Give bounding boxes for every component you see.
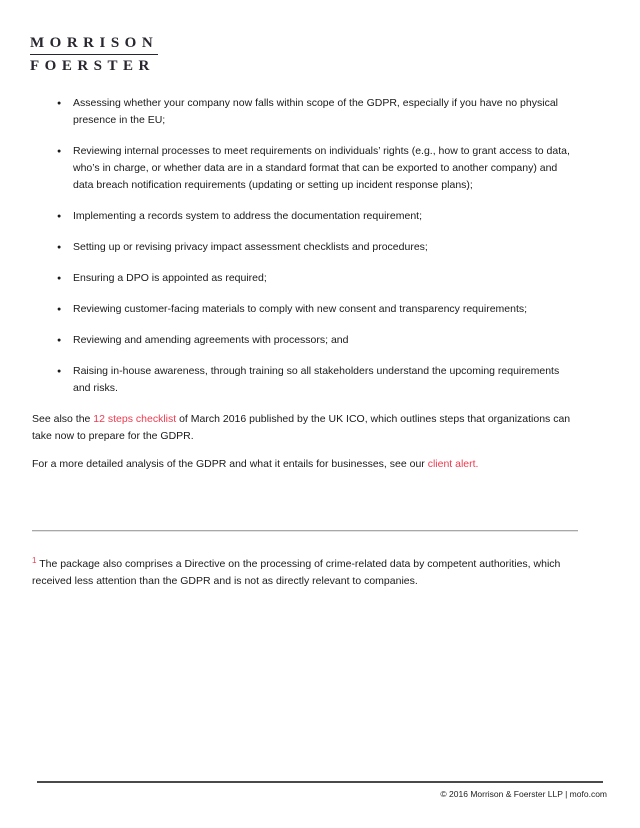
logo [30, 35, 158, 74]
footnote-separator-rule [32, 530, 578, 532]
bullet-text: Reviewing and amending agreements with processors; and [73, 334, 349, 346]
bullet-text: Reviewing internal processes to meet requirements on individuals’ rights (e.g., how to grant access to data, who’s in charge, or whether data are in a standard format that can be exported to another company) and data breach notification requirements (updating or setting up incident response plans); [73, 145, 570, 191]
bullet-text: Reviewing customer-facing materials to comply with new consent and transparency requirements; [73, 303, 528, 315]
list-item [57, 363, 570, 397]
list-item [57, 239, 570, 256]
bullet-icon: ● [57, 148, 62, 155]
paragraph-ico-checklist [32, 411, 577, 445]
footnote [32, 556, 585, 590]
paragraph-client-alert [32, 456, 577, 473]
footnote-text: The package also comprises a Directive on the processing of crime-related data by competent authorities, which received less attention than the GDPR and is not as directly relevant to companies. [32, 558, 561, 587]
list-item [57, 301, 570, 318]
list-item [57, 143, 570, 194]
bullet-icon: ● [57, 213, 62, 220]
logo-morrison: MORRISON [30, 35, 158, 55]
bullet-icon: ● [57, 368, 62, 375]
bullet-list [57, 95, 570, 411]
footer-rule [37, 781, 603, 783]
paragraph-text: For a more detailed analysis of the GDPR and what it entails for businesses, see our [32, 458, 428, 470]
bullet-icon: ● [57, 100, 62, 107]
bullet-text: Implementing a records system to address the documentation requirement; [73, 210, 423, 222]
bullet-icon: ● [57, 306, 62, 313]
bullet-icon: ● [57, 337, 62, 344]
bullet-icon: ● [57, 244, 62, 251]
logo-foerster: FOERSTER [30, 58, 155, 74]
paragraph-text: See also the [32, 413, 94, 425]
footer-copyright: © 2016 Morrison & Foerster LLP | mofo.com [440, 789, 607, 799]
list-item [57, 270, 570, 287]
bullet-text: Ensuring a DPO is appointed as required; [73, 272, 267, 284]
list-item [57, 208, 570, 225]
link-client-alert[interactable]: client alert. [427, 458, 479, 470]
bullet-icon: ● [57, 275, 62, 282]
footnote-marker: 1 [32, 556, 37, 565]
bullet-text: Raising in-house awareness, through training so all stakeholders understand the upcoming requirements and risks. [73, 365, 560, 394]
list-item [57, 332, 570, 349]
link-12-steps-checklist[interactable]: 12 steps checklist [93, 413, 177, 425]
bullet-text: Assessing whether your company now falls within scope of the GDPR, especially if you have no physical presence in the EU; [73, 97, 558, 126]
bullet-text: Setting up or revising privacy impact assessment checklists and procedures; [73, 241, 428, 253]
list-item [57, 95, 570, 129]
paragraph-text: of March 2016 published by the UK ICO, which outlines steps that organizations can take now to prepare for the GDPR. [32, 413, 571, 442]
